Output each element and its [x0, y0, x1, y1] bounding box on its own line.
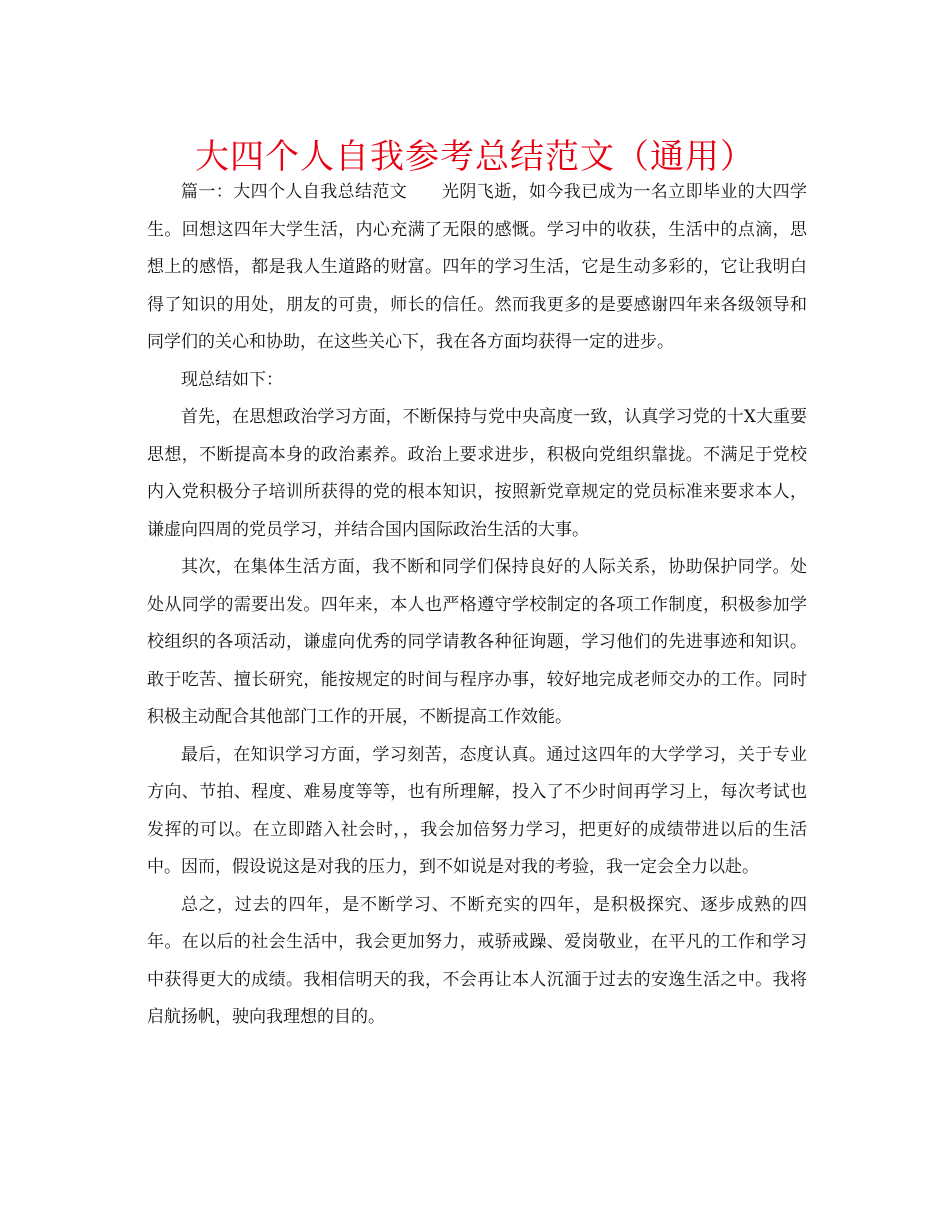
paragraph-summary-heading: 现总结如下：: [181, 369, 283, 390]
paragraph-knowledge-study: 最后，在知识学习方面，学习刻苦，态度认真。通过这四年的大学学习，关于专业方向、节拍、程度、难易度等等，也有所理解，投入了不少时间再学习上，每次考试也发挥的可以。在立即踏入社会时，，我会加倍努力学习，把更好的成绩带进以后的生活中。因而，假设说这是对我的压力，到不如说是对我的考验，我一定会全力以赴。: [147, 744, 807, 877]
document-body: [147, 174, 807, 1037]
document-title: 大四个人自我参考总结范文（通用）: [195, 137, 755, 177]
paragraph-conclusion: 总之，过去的四年，是不断学习、不断充实的四年，是积极探究、逐步成熟的四年。在以后的社会生活中，我会更加努力，戒骄戒躁、爱岗敬业，在平凡的工作和学习中获得更大的成绩。我相信明天的我，不会再让本人沉湎于过去的安逸生活之中。我将启航扬帆，驶向我理想的目的。: [147, 894, 807, 1027]
paragraph-collective-life: 其次，在集体生活方面，我不断和同学们保持良好的人际关系，协助保护同学。处处从同学的需要出发。四年来，本人也严格遵守学校制定的各项工作制度，积极参加学校组织的各项活动，谦虚向优秀的同学请教各种征询题，学习他们的先进事迹和知识。敢于吃苦、擅长研究，能按规定的时间与程序办事，较好地完成老师交办的工作。同时积极主动配合其他部门工作的开展，不断提高工作效能。: [147, 557, 807, 727]
paragraph-intro: 篇一：大四个人自我总结范文 光阴飞逝，如今我已成为一名立即毕业的大四学生。回想这四年大学生活，内心充满了无限的感慨。学习中的收获，生活中的点滴，思想上的感悟，都是我人生道路的财富。四年的学习生活，它是生动多彩的，它让我明白得了知识的用处，朋友的可贵，师长的信任。然而我更多的是要感谢四年来各级领导和同学们的关心和协助，在这些关心下，我在各方面均获得一定的进步。: [147, 182, 807, 352]
paragraph-political-study: 首先，在思想政治学习方面，不断保持与党中央高度一致，认真学习党的十X大重要思想，不断提高本身的政治素养。政治上要求进步，积极向党组织靠拢。不满足于党校内入党积极分子培训所获得的党的根本知识，按照新党章规定的党员标准来要求本人，谦虚向四周的党员学习，并结合国内国际政治生活的大事。: [147, 407, 807, 540]
